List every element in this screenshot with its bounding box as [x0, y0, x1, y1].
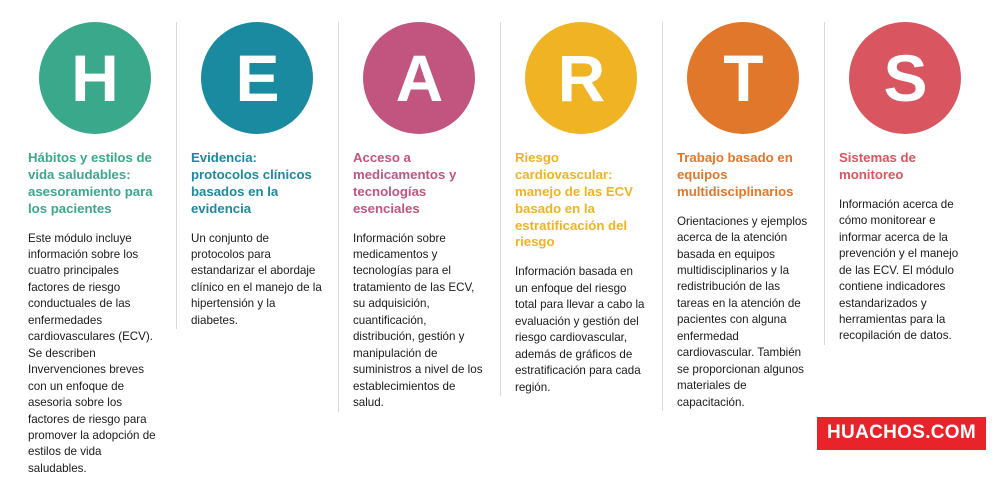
circle-letter-text: A [395, 41, 444, 115]
column-title-t: Trabajo basado en equipos multidisciplinarios [676, 150, 794, 199]
watermark-badge: HUACHOS.COM [817, 417, 986, 450]
column-body-e: Un conjunto de protocolos para estandarizar el abordaje clínico en el manejo de la hipertensión y la diabetes. [190, 231, 322, 327]
column-title-s: Sistemas de monitoreo [838, 150, 916, 182]
column-title-h: Hábitos y estilos de vida saludables: asesoramiento para los pacientes [28, 150, 153, 216]
letter-circle-h [39, 22, 151, 134]
circle-letter-text: T [723, 41, 764, 115]
column-title-r: Riesgo cardiovascular: manejo de las ECV basado en la estratificación del riesgo [514, 150, 633, 250]
circle-letter-text: S [883, 41, 928, 115]
letter-circle-s [849, 22, 961, 134]
circle-letter-text: E [235, 41, 280, 115]
letter-circle-r [525, 22, 637, 134]
column-a [338, 22, 500, 412]
circle-letter-text: H [71, 41, 119, 115]
column-s [824, 22, 986, 345]
column-body-a: Información sobre medicamentos y tecnologías para el tratamiento de las ECV, su adquisición, cuantificación, distribución, gestión y manipulación de suministros a nivel de los establecimientos de salud. [352, 231, 483, 410]
column-title-a: Acceso a medicamentos y tecnologías esenciales [352, 150, 457, 216]
column-e [176, 22, 338, 329]
column-body-r: Información basada en un enfoque del riesgo total para llevar a cabo la evaluación y gestión del riesgo cardiovascular, además de gráficos de estratificación para cada región. [514, 265, 645, 394]
letter-circle-e [201, 22, 313, 134]
column-body-t: Orientaciones y ejemplos acerca de la atención basada en equipos multidisciplinarios y la redistribución de las tareas en la atención de pacientes con alguna enfermedad cardiovascular. También se proporcionan algunos materiales de capacitación. [676, 214, 808, 409]
letter-circle-a [363, 22, 475, 134]
column-body-s: Información acerca de cómo monitorear e informar acerca de la prevención y el manejo de las ECV. El módulo contiene indicadores estandarizados y herramientas para la recopilación de datos. [838, 197, 959, 343]
column-t [662, 22, 824, 411]
column-title-e: Evidencia: protocolos clínicos basados en la evidencia [190, 150, 312, 216]
column-h [14, 22, 176, 477]
circle-letter-text: R [557, 41, 606, 115]
column-r [500, 22, 662, 396]
column-body-h: Este módulo incluye información sobre los cuatro principales factores de riesgo conductuales de las enfermedades cardiovasculares (ECV). Se describen Invervenciones breves con un enfoque de asesoria sobre los factores de riesgo para promover la adopción de estilos de vida saludables. [28, 231, 156, 475]
letter-circle-t [687, 22, 799, 134]
